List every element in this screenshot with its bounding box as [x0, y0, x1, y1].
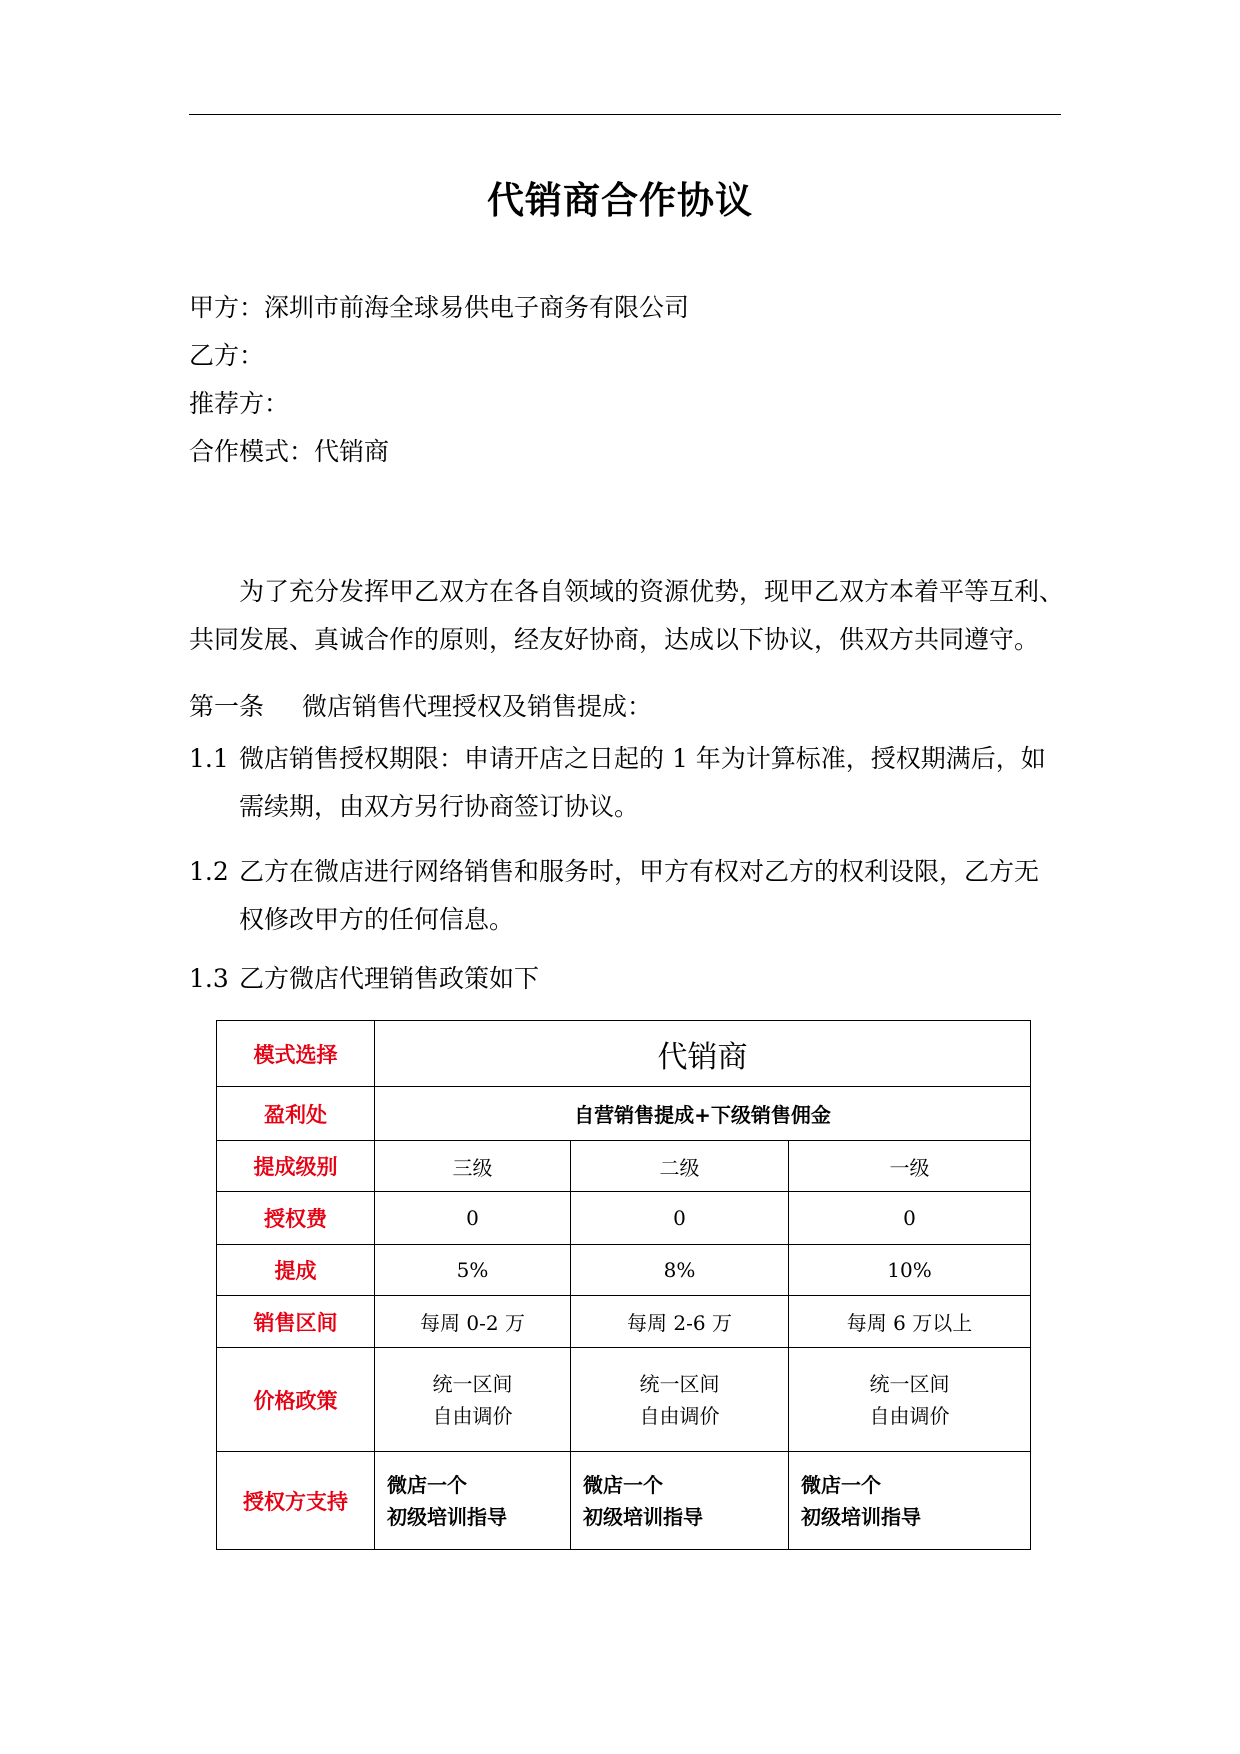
article-1-title: 微店销售代理授权及销售提成： — [302, 692, 653, 721]
clause-1-1 — [189, 735, 1069, 831]
row-label-price: 价格政策 — [217, 1348, 375, 1452]
range-cell: 每周 2-6 万 — [571, 1296, 789, 1348]
price-line-1: 统一区间 — [869, 1371, 950, 1396]
table-row — [217, 1087, 1031, 1141]
commission-cell: 8% — [571, 1245, 789, 1296]
fee-cell: 0 — [375, 1192, 571, 1245]
support-line-1: 微店一个 — [801, 1472, 881, 1497]
price-cell — [571, 1348, 789, 1452]
preamble-line-2: 共同发展、真诚合作的原则，经友好协商，达成以下协议，供双方共同遵守。 — [189, 625, 1040, 654]
range-cell: 每周 6 万以上 — [789, 1296, 1031, 1348]
fee-cell: 0 — [571, 1192, 789, 1245]
clause-number: 1.1 — [189, 744, 229, 773]
recommender-label: 推荐方： — [189, 389, 290, 418]
support-cell — [789, 1452, 1031, 1550]
mode-label: 合作模式： — [189, 437, 315, 466]
level-cell: 二级 — [571, 1141, 789, 1192]
support-line-2: 初级培训指导 — [801, 1504, 921, 1529]
clause-text-line-1: 微店销售授权期限：申请开店之日起的 1 年为计算标准，授权期满后，如 — [239, 744, 1046, 773]
clause-text-line-2: 需续期，由双方另行协商签订协议。 — [239, 792, 640, 821]
clause-number: 1.3 — [189, 964, 229, 993]
price-line-1: 统一区间 — [639, 1371, 720, 1396]
commission-cell: 5% — [375, 1245, 571, 1296]
clause-text-line-1: 乙方在微店进行网络销售和服务时，甲方有权对乙方的权利设限，乙方无 — [239, 857, 1040, 886]
range-cell: 每周 0-2 万 — [375, 1296, 571, 1348]
price-line-2: 自由调价 — [869, 1403, 950, 1428]
price-line-2: 自由调价 — [432, 1403, 513, 1428]
price-line-2: 自由调价 — [639, 1403, 720, 1428]
support-line-1: 微店一个 — [387, 1472, 467, 1497]
row-label-support: 授权方支持 — [217, 1452, 375, 1550]
party-b-label: 乙方： — [189, 341, 265, 370]
party-a-value: 深圳市前海全球易供电子商务有限公司 — [264, 293, 690, 322]
article-1-heading — [189, 687, 652, 723]
sales-policy-table — [216, 1020, 1031, 1550]
party-a-label: 甲方： — [189, 293, 265, 322]
support-cell — [571, 1452, 789, 1550]
row-label-commission: 提成 — [217, 1245, 375, 1296]
row-label-profit: 盈利处 — [217, 1087, 375, 1141]
preamble-line-1: 为了充分发挥甲乙双方在各自领域的资源优势，现甲乙双方本着平等互利、 — [239, 577, 1065, 606]
support-line-2: 初级培训指导 — [583, 1504, 703, 1529]
party-b-line — [189, 340, 264, 372]
price-cell — [375, 1348, 571, 1452]
article-1-number: 第一条 — [189, 692, 265, 721]
table-row — [217, 1452, 1031, 1550]
table-row — [217, 1245, 1031, 1296]
table-row — [217, 1348, 1031, 1452]
price-cell — [789, 1348, 1031, 1452]
row-label-range: 销售区间 — [217, 1296, 375, 1348]
mode-value: 代销商 — [314, 437, 390, 466]
level-cell: 三级 — [375, 1141, 571, 1192]
clause-text-line-2: 权修改甲方的任何信息。 — [239, 905, 515, 934]
clause-text-line-1: 乙方微店代理销售政策如下 — [239, 964, 540, 993]
table-row — [217, 1296, 1031, 1348]
price-line-1: 统一区间 — [432, 1371, 513, 1396]
clause-number: 1.2 — [189, 857, 229, 886]
mode-line — [189, 436, 389, 468]
clause-1-3 — [189, 955, 1069, 1003]
support-cell — [375, 1452, 571, 1550]
level-cell: 一级 — [789, 1141, 1031, 1192]
mode-value-cell: 代销商 — [375, 1021, 1031, 1087]
document-title: 代销商合作协议 — [487, 179, 753, 222]
support-line-2: 初级培训指导 — [387, 1504, 507, 1529]
party-a-line — [189, 292, 689, 324]
recommender-line — [189, 388, 289, 420]
header-rule — [189, 114, 1061, 115]
table-row — [217, 1141, 1031, 1192]
fee-cell: 0 — [789, 1192, 1031, 1245]
table-row — [217, 1021, 1031, 1087]
preamble-paragraph — [189, 568, 1069, 664]
row-label-mode: 模式选择 — [217, 1021, 375, 1087]
profit-value-cell: 自营销售提成+下级销售佣金 — [375, 1087, 1031, 1141]
commission-cell: 10% — [789, 1245, 1031, 1296]
row-label-fee: 授权费 — [217, 1192, 375, 1245]
row-label-level: 提成级别 — [217, 1141, 375, 1192]
table-row — [217, 1192, 1031, 1245]
clause-1-2 — [189, 848, 1069, 944]
support-line-1: 微店一个 — [583, 1472, 663, 1497]
